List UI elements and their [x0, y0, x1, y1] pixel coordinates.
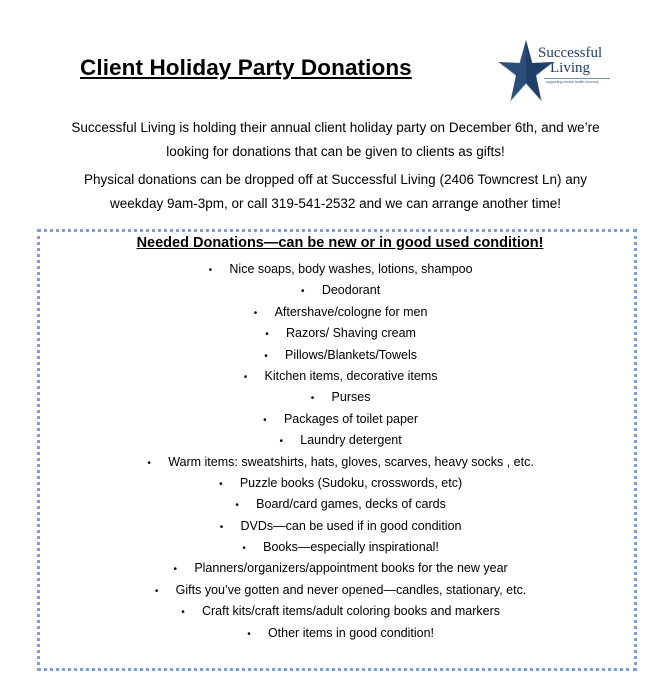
donations-heading: Needed Donations—can be new or in good used condition! [136, 235, 544, 251]
bullet-icon: • [147, 457, 151, 469]
list-item-text: Other items in good condition! [267, 625, 435, 640]
bullet-icon: • [265, 329, 269, 341]
list-item-text: DVDs—can be used if in good condition [240, 518, 462, 533]
list-item-text: Aftershave/cologne for men [274, 304, 428, 319]
bullet-icon: • [173, 564, 178, 576]
list-item-text: Warm items: sweatshirts, hats, gloves, scarves, heavy socks , etc. [168, 454, 534, 469]
bullet-icon: • [310, 393, 315, 405]
list-item [0, 601, 671, 622]
list-item [0, 430, 671, 451]
list-item-text: Kitchen items, decorative items [264, 368, 438, 383]
list-item [0, 280, 671, 301]
list-item-text: Board/card games, decks of cards [256, 497, 446, 512]
bullet-icon: • [235, 500, 239, 512]
list-item-text: Razors/ Shaving cream [286, 326, 416, 341]
list-item-text: Books—especially inspirational! [263, 540, 439, 555]
bullet-icon: • [219, 478, 223, 490]
list-item [0, 366, 671, 387]
list-item-text: Pillows/Blankets/Towels [285, 347, 417, 362]
logo-divider [544, 78, 610, 79]
list-item-text: Nice soaps, body washes, lotions, shampoo [229, 262, 473, 276]
bullet-icon: • [243, 371, 248, 383]
list-item-text: Craft kits/craft items/adult coloring books and markers [201, 604, 501, 619]
bullet-icon: • [264, 350, 268, 362]
list-item [0, 580, 671, 601]
intro-line: looking for donations that can be given to clients as gifts! [166, 144, 505, 159]
list-item [0, 302, 671, 323]
list-item [0, 494, 671, 515]
list-item-text: Puzzle books (Sudoku, crosswords, etc) [239, 475, 463, 490]
logo-name-line2: Living [550, 60, 590, 76]
list-item-text: Deodorant [321, 283, 381, 298]
list-item-text: Purses [331, 390, 371, 405]
successful-living-logo [496, 38, 616, 104]
list-item [0, 259, 671, 280]
intro-paragraph-party [0, 116, 671, 164]
bullet-icon: • [247, 628, 251, 640]
list-item [0, 345, 671, 366]
bullet-icon: • [242, 543, 246, 555]
donation-list [0, 259, 671, 644]
bullet-icon: • [181, 607, 185, 619]
list-item-text: Gifts you’ve gotten and never opened—candles, stationary, etc. [175, 582, 527, 597]
bullet-icon: • [263, 414, 267, 426]
list-item [0, 623, 671, 644]
list-item-text: Planners/organizers/appointment books for the new year [194, 561, 508, 576]
intro-line: Physical donations can be dropped off at Successful Living (2406 Towncrest Ln) any [83, 172, 588, 187]
list-item [0, 387, 671, 408]
logo-tagline: supporting mental health recovery [546, 80, 599, 84]
bullet-icon: • [279, 436, 284, 448]
list-item [0, 473, 671, 494]
list-item [0, 323, 671, 344]
intro-line: Successful Living is holding their annual client holiday party on December 6th, and we’re [71, 120, 600, 135]
logo-name-line1: Successful [538, 45, 603, 61]
bullet-icon: • [301, 286, 305, 298]
bullet-icon: • [208, 265, 213, 276]
list-item [0, 409, 671, 430]
list-item [0, 537, 671, 558]
intro-paragraph-dropoff [0, 168, 671, 216]
bullet-icon: • [154, 585, 159, 597]
page-title: Client Holiday Party Donations [80, 55, 412, 80]
list-item [0, 516, 671, 537]
list-item [0, 452, 671, 473]
intro-line: weekday 9am-3pm, or call 319-541-2532 and we can arrange another time! [109, 196, 561, 211]
list-item [0, 558, 671, 579]
bullet-icon: • [253, 307, 258, 319]
list-item-text: Packages of toilet paper [283, 411, 419, 426]
bullet-icon: • [219, 521, 224, 533]
list-item-text: Laundry detergent [300, 433, 402, 448]
